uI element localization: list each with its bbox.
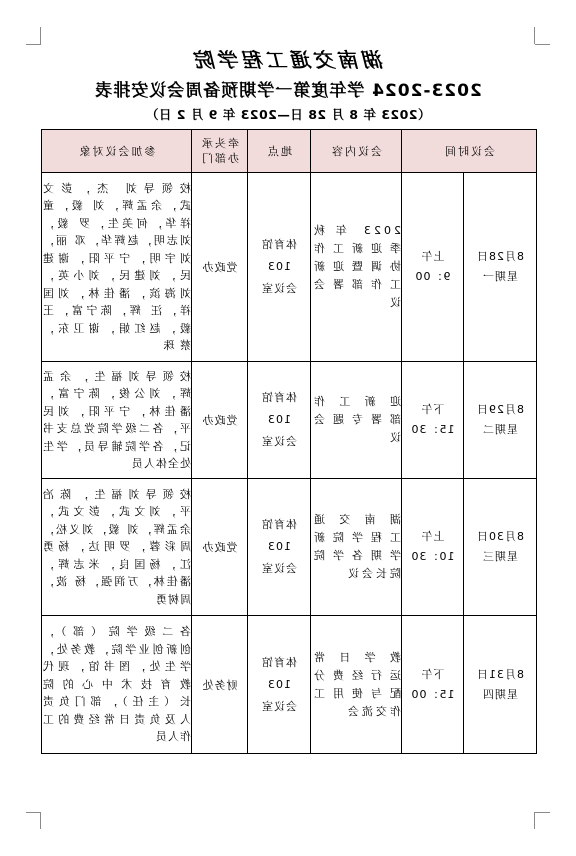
meeting-clock-time: 15：30 [410, 423, 455, 436]
participants-line: 处全体人员 [131, 457, 191, 470]
crop-mark-top-left-v [534, 27, 535, 44]
meeting-location-cell [248, 173, 311, 362]
header-meeting-time: 会议时间 [402, 130, 537, 173]
participants-line: 创新创业学院，教务处， [42, 642, 191, 656]
participants-line: 校领导刘 杰，彭文 [42, 181, 191, 195]
table-body [42, 173, 537, 754]
participants-line: 各二级学院（部）， [42, 625, 191, 639]
meeting-content-line: 教学日常 [311, 650, 401, 664]
meeting-weekday: 星期四 [482, 687, 518, 701]
meeting-location-line: 体育馆 [261, 238, 297, 251]
meeting-location-line: 会议室 [261, 699, 297, 713]
meeting-period: 上午 [420, 250, 445, 263]
meeting-location-line: 103 [267, 260, 291, 273]
participants-line: 作人员 [155, 730, 191, 744]
participants-line: 刘志明，赵辉华，邓 丽， [42, 234, 191, 247]
meeting-location-line: 体育馆 [261, 655, 297, 669]
meeting-period: 上午 [420, 530, 445, 543]
meeting-content-line: 2023 年秋 [311, 224, 401, 237]
participants-line: 人及负责日常经费的工 [42, 712, 191, 726]
meeting-content-line: 学期各学院 [311, 549, 401, 562]
table-row [42, 479, 537, 616]
meeting-location-line: 体育馆 [261, 518, 297, 531]
meeting-schedule-table [41, 129, 537, 754]
meeting-location-line: 103 [267, 677, 291, 691]
meeting-content-line: 院长会议 [345, 567, 401, 580]
participants-line: 余孟辉，刘 毅，刘义松， [42, 522, 191, 536]
meeting-content-line: 议 [387, 431, 401, 444]
meeting-time-cell [402, 616, 464, 754]
participants-line: 潘佳林，宁平阳，刘民 [42, 404, 191, 418]
participants-line: 周树勇 [155, 592, 191, 606]
lead-department-cell: 党政办 [192, 479, 248, 616]
participants-line: 校领导刘福生，陈冶 [42, 487, 191, 501]
participants-cell [42, 616, 192, 754]
participants-cell [42, 173, 192, 362]
participants-line: 江，杨国良，米志辉， [42, 557, 191, 571]
meeting-content-cell [311, 479, 402, 616]
meeting-content-line: 部署专题会 [311, 413, 401, 426]
meeting-location-cell [248, 616, 311, 754]
meeting-content-line: 议 [387, 296, 401, 309]
participants-cell [42, 479, 192, 616]
meeting-weekday: 星期三 [482, 550, 518, 563]
meeting-content-line: 季迎新工作 [311, 242, 401, 255]
participants-line: 周彩蓉，罗明达，杨勇 [42, 540, 191, 554]
table-header-row [42, 130, 537, 173]
participants-line: 教育技术中心的院 [42, 677, 191, 691]
lead-department-cell: 党政办 [192, 362, 248, 479]
table-row [42, 616, 537, 754]
meeting-period: 下午 [420, 403, 445, 416]
header-department-label: 牵头承办部门 [200, 137, 239, 165]
meeting-time-cell [402, 362, 464, 479]
meeting-period: 下午 [420, 667, 445, 681]
lead-department-cell: 党政办 [192, 173, 248, 362]
meeting-content-line: 运行经费分 [311, 668, 401, 682]
participants-line: 辉，刘公俊，陈宁富， [42, 387, 191, 400]
participants-line: 记，各学院辅导员，学生 [42, 439, 191, 453]
meeting-location-line: 会议室 [261, 562, 297, 575]
meeting-date: 8月29日 [476, 403, 524, 416]
meeting-content-line: 配与使用工 [311, 686, 401, 700]
participants-line: 刘宇明，宁平阳，谢建 [42, 251, 191, 265]
meeting-location-cell [248, 362, 311, 479]
meeting-clock-time: 9：00 [414, 270, 451, 283]
participants-line: 武，余孟辉，刘 毅，童 [42, 199, 191, 212]
meeting-time-cell [402, 479, 464, 616]
meeting-location-line: 103 [267, 413, 291, 426]
meeting-content-line: 作交流会 [345, 704, 401, 718]
table-row [42, 362, 537, 479]
crop-mark-bottom-left-h [535, 812, 550, 813]
meeting-content-line: 协调暨迎新 [311, 260, 401, 273]
meeting-weekday: 星期二 [482, 423, 518, 436]
meeting-content-line: 迎新工作 [311, 395, 401, 408]
document-title: 2023-2024 学年度第一学期预备周会议安排表 [94, 81, 482, 101]
participants-line: 校领导刘福生，余孟 [42, 369, 191, 383]
participants-line: 平，各二级学院党总支书 [42, 422, 191, 435]
participants-cell [42, 362, 192, 479]
meeting-clock-time: 15：00 [410, 687, 455, 701]
meeting-clock-time: 10：30 [410, 550, 455, 563]
participants-line: 蔡 珠 [162, 339, 191, 352]
participants-line: 毅，赵红娟，谢卫东， [42, 321, 191, 335]
meeting-location-line: 会议室 [261, 435, 297, 448]
crop-mark-bottom-right-h [26, 812, 41, 813]
header-meeting-content: 会议内容 [311, 130, 402, 173]
meeting-location-line: 103 [267, 540, 291, 553]
school-name-logo: 湖南交通工程学院 [192, 48, 384, 72]
meeting-date-cell [464, 616, 537, 754]
meeting-location-line: 会议室 [261, 282, 297, 295]
header-location: 地点 [248, 130, 311, 173]
lead-department-cell: 财务处 [192, 616, 248, 754]
participants-line: 潘佳林，万润强，杨 波， [42, 575, 191, 589]
participants-line: 祥华，何美生，罗 毅， [42, 216, 191, 230]
meeting-date: 8月30日 [476, 530, 524, 543]
meeting-content-line: 湖南交通 [311, 513, 401, 526]
meeting-date: 8月28日 [476, 250, 524, 263]
meeting-location-line: 体育馆 [261, 391, 297, 404]
crop-mark-bottom-left-v [534, 812, 535, 829]
meeting-content-cell [311, 616, 402, 754]
header-participants: 参加会议对象 [42, 130, 192, 173]
meeting-content-cell [311, 362, 402, 479]
participants-line: 民，刘建民，刘小英， [42, 269, 191, 282]
meeting-date-cell [464, 173, 537, 362]
meeting-content-cell [311, 173, 402, 362]
document-date-range: （2023 年 8 月 28 日—2023 年 9 月 2 日） [145, 107, 431, 122]
meeting-content-line: 工程学院新 [311, 531, 401, 544]
meeting-content-line: 工作部署会 [311, 278, 401, 291]
meeting-weekday: 星期一 [482, 270, 518, 283]
table-row [42, 173, 537, 362]
meeting-location-cell [248, 479, 311, 616]
crop-mark-top-right-v [40, 27, 41, 44]
meeting-date-cell [464, 479, 537, 616]
participants-line: 学生处，图书馆，现代 [42, 660, 191, 674]
meeting-time-cell [402, 173, 464, 362]
participants-line: 祥，汪 辉，陈宁富，王 [42, 304, 191, 317]
header-department [192, 130, 248, 173]
crop-mark-bottom-right-v [40, 812, 41, 829]
participants-line: 长（主任），部门负责 [42, 695, 191, 709]
participants-line: 刘海滨，潘佳林，刘国 [42, 286, 191, 300]
meeting-date-cell [464, 362, 537, 479]
participants-line: 平，刘文武，彭文武， [42, 505, 191, 519]
meeting-date: 8月31日 [476, 667, 524, 681]
